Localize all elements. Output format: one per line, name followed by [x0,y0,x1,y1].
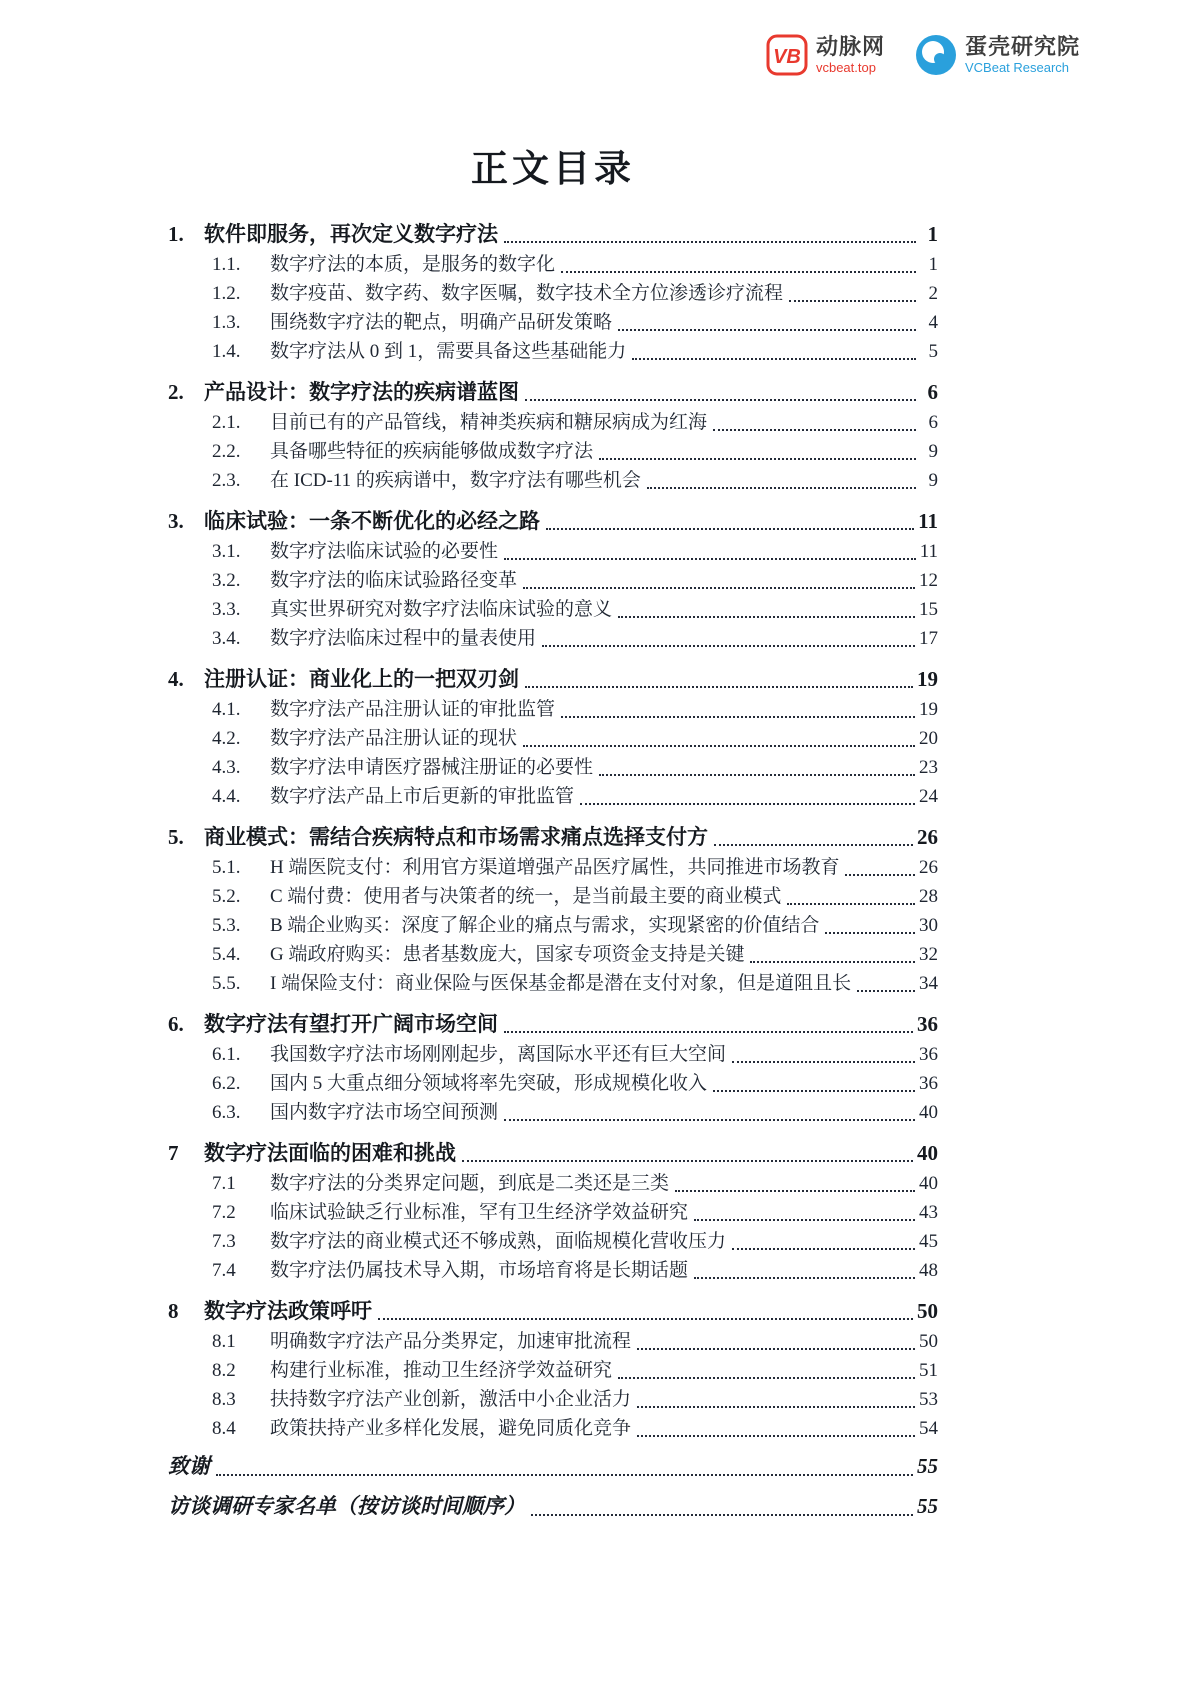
toc-page-number: 34 [919,973,938,994]
dot-leader [546,528,914,530]
toc-entry[interactable] [168,1008,938,1040]
page-title: 正文目录 [471,149,635,190]
dot-leader [523,587,915,589]
dot-leader [504,241,916,243]
toc-entry-number: 7.1 [212,1173,236,1194]
dot-leader [694,1219,915,1221]
toc-entry[interactable] [168,1227,938,1256]
toc-page-number: 54 [919,1418,938,1439]
toc-entry-number: 8.3 [212,1389,236,1410]
toc-entry[interactable] [168,1069,938,1098]
dot-leader [632,358,916,360]
toc-entry-number: 8.2 [212,1360,236,1381]
toc-entry-label: 临床试验：一条不断优化的必经之路 [204,509,540,533]
dot-leader [523,745,915,747]
toc-entry-number: 2.1. [212,412,241,433]
toc-page-number: 5 [928,341,938,362]
toc-page-number: 15 [919,599,938,620]
toc-page-number: 1 [928,254,938,275]
dot-leader [561,271,916,273]
toc-page-number: 36 [919,1044,938,1065]
dot-leader [714,844,913,846]
toc-entry-number: 3.3. [212,599,241,620]
toc-entry[interactable] [168,1137,938,1169]
toc-entry-label: 产品设计：数字疗法的疾病谱蓝图 [204,380,519,404]
toc-entry[interactable] [168,595,938,624]
toc-page-number: 6 [928,412,938,433]
dot-leader [637,1435,915,1437]
toc-entry-label: 围绕数字疗法的靶点，明确产品研发策略 [270,312,613,333]
dot-leader [525,399,916,401]
dot-leader [732,1248,915,1250]
toc-page-number: 48 [919,1260,938,1281]
toc-page-number: 28 [919,886,938,907]
dot-leader [504,558,916,560]
toc-entry-label: 在 ICD-11 的疾病谱中，数字疗法有哪些机会 [270,470,641,491]
toc-page-number: 4 [928,312,938,333]
dot-leader [618,616,915,618]
dot-leader [675,1190,915,1192]
toc-entry[interactable] [168,337,938,366]
toc-page-number: 17 [919,628,938,649]
toc-page [168,138,938,1523]
toc-page-number: 40 [917,1141,938,1165]
toc-page-number: 50 [919,1331,938,1352]
toc-entry-number: 1.1. [212,254,241,275]
dot-leader [542,645,915,647]
toc-entry-number: 8 [168,1299,179,1323]
toc-entry-number: 5.4. [212,944,241,965]
dot-leader [618,329,916,331]
toc-entry-number: 1.4. [212,341,241,362]
vcbeat-logo-icon [766,34,808,76]
dot-leader [637,1348,915,1350]
toc-page-number: 6 [927,380,938,404]
toc-entry-label: 数字疗法产品注册认证的现状 [270,728,518,749]
dot-leader [825,932,915,934]
toc-page-number: 32 [919,944,938,965]
toc-entry-label: C 端付费：使用者与决策者的统一，是当前最主要的商业模式 [270,886,782,907]
toc-entry[interactable] [168,408,938,437]
toc-entry-number: 3. [168,509,184,533]
dot-leader [789,300,916,302]
toc-page-number: 23 [919,757,938,778]
dot-leader [647,487,916,489]
dot-leader [713,1090,915,1092]
toc-entry-number: 7.2 [212,1202,236,1223]
toc-entry[interactable] [168,1489,938,1523]
toc-entry-number: 3.2. [212,570,241,591]
toc-page-number: 45 [919,1231,938,1252]
toc-entry-label: 数字疗法面临的困难和挑战 [204,1141,456,1165]
dot-leader [216,1474,913,1476]
toc-entry[interactable] [168,911,938,940]
toc-page-number: 51 [919,1360,938,1381]
toc-page-number: 55 [917,1454,938,1478]
toc-entry[interactable] [168,663,938,695]
toc-entry-number: 1.3. [212,312,241,333]
header-logos [766,34,1080,76]
toc-entry-number: 5.3. [212,915,241,936]
toc-entry-number: 6.2. [212,1073,241,1094]
toc-entry-label: 数字疗法产品注册认证的审批监管 [270,699,556,720]
toc-page-number: 9 [928,470,938,491]
toc-page-number: 24 [919,786,938,807]
toc-entry-label: 明确数字疗法产品分类界定，加速审批流程 [270,1331,632,1352]
toc-entry-label: 访谈调研专家名单（按访谈时间顺序） [168,1494,525,1518]
toc-entry-number: 7 [168,1141,179,1165]
dot-leader [378,1318,913,1320]
toc-entry-number: 4.1. [212,699,241,720]
toc-page-number: 40 [919,1173,938,1194]
toc-entry[interactable] [168,1385,938,1414]
toc-entry[interactable] [168,505,938,537]
toc-entry[interactable] [168,782,938,811]
toc-entry-label: I 端保险支付：商业保险与医保基金都是潜在支付对象，但是道阻且长 [270,973,852,994]
toc-entry-label: G 端政府购买：患者基数庞大，国家专项资金支持是关键 [270,944,745,965]
dot-leader [845,874,915,876]
vcbeat-research-logo-name: 蛋壳研究院 [964,33,1080,59]
toc-entry[interactable] [168,1449,938,1483]
toc-page-number: 30 [919,915,938,936]
toc-entry-label: 数字疫苗、数字药、数字医嘱，数字技术全方位渗透诊疗流程 [270,283,784,304]
toc-entry-label: 真实世界研究对数字疗法临床试验的意义 [270,599,613,620]
toc-entry-number: 2. [168,380,184,404]
dot-leader [462,1160,913,1162]
toc-entry-number: 6.1. [212,1044,241,1065]
toc-entry-label: 数字疗法的临床试验路径变革 [270,570,518,591]
toc-entry-number: 5.1. [212,857,241,878]
toc-entry-label: 数字疗法申请医疗器械注册证的必要性 [270,757,594,778]
toc-entry-label: 数字疗法政策呼吁 [204,1299,372,1323]
toc-entry[interactable] [168,1256,938,1285]
toc-entry-label: 数字疗法临床试验的必要性 [270,541,499,562]
vcbeat-research-logo-icon [915,34,957,76]
dot-leader [750,961,915,963]
toc-entry-label: 扶持数字疗法产业创新，激活中小企业活力 [270,1389,632,1410]
toc-entry-label: 国内 5 大重点细分领域将率先突破，形成规模化收入 [270,1073,708,1094]
toc-page-number: 40 [919,1102,938,1123]
toc-entry-number: 4.3. [212,757,241,778]
toc-entry-label: 国内数字疗法市场空间预测 [270,1102,499,1123]
toc-entry[interactable] [168,1198,938,1227]
toc-page-number: 53 [919,1389,938,1410]
toc-entry-label: 具备哪些特征的疾病能够做成数字疗法 [270,441,594,462]
vcbeat-logo-name: 动脉网 [815,33,885,59]
vcbeat-research-logo [915,34,1080,76]
toc-entry[interactable] [168,1169,938,1198]
toc-entry-label: 数字疗法产品上市后更新的审批监管 [270,786,575,807]
toc-entry-number: 3.1. [212,541,241,562]
toc-entry-label: 数字疗法有望打开广阔市场空间 [204,1012,498,1036]
vcbeat-logo-sub: vcbeat.top [815,59,876,75]
toc-entry-number: 7.3 [212,1231,236,1252]
toc-page-number: 43 [919,1202,938,1223]
toc-page-number: 2 [928,283,938,304]
toc-entry[interactable] [168,882,938,911]
toc-entry[interactable] [168,466,938,495]
dot-leader [618,1377,915,1379]
toc-entry-number: 2.3. [212,470,241,491]
toc-entry-label: 数字疗法的分类界定问题，到底是二类还是三类 [270,1173,670,1194]
toc-list [168,218,938,1523]
toc-entry[interactable] [168,940,938,969]
toc-entry-label: 数字疗法的商业模式还不够成熟，面临规模化营收压力 [270,1231,727,1252]
toc-entry[interactable] [168,218,938,250]
toc-entry-label: 我国数字疗法市场刚刚起步，离国际水平还有巨大空间 [270,1044,727,1065]
dot-leader [787,903,915,905]
toc-entry-label: 构建行业标准，推动卫生经济学效益研究 [270,1360,613,1381]
toc-page-number: 50 [917,1299,938,1323]
toc-page-number: 9 [928,441,938,462]
dot-leader [694,1277,915,1279]
dot-leader [531,1514,913,1516]
toc-entry-number: 5. [168,825,184,849]
toc-entry[interactable] [168,821,938,853]
toc-page-number: 19 [917,667,938,691]
toc-page-number: 1 [927,222,938,246]
toc-entry-number: 1.2. [212,283,241,304]
toc-entry-label: 数字疗法临床过程中的量表使用 [270,628,537,649]
toc-entry-label: 致谢 [168,1454,210,1478]
toc-entry[interactable] [168,250,938,279]
toc-page-number: 11 [919,541,938,562]
toc-entry[interactable] [168,969,938,998]
toc-entry-label: 软件即服务，再次定义数字疗法 [204,222,498,246]
toc-entry[interactable] [168,624,938,653]
dot-leader [525,686,913,688]
toc-entry-label: 临床试验缺乏行业标准，罕有卫生经济学效益研究 [270,1202,689,1223]
dot-leader [732,1061,915,1063]
toc-page-number: 26 [919,857,938,878]
toc-entry[interactable] [168,537,938,566]
toc-page-number: 20 [919,728,938,749]
toc-entry-label: 目前已有的产品管线，精神类疾病和糖尿病成为红海 [270,412,708,433]
svg-text:VB: VB [773,46,801,68]
toc-entry-label: H 端医院支付：利用官方渠道增强产品医疗属性，共同推进市场教育 [270,857,840,878]
toc-page-number: 36 [917,1012,938,1036]
dot-leader [599,774,915,776]
toc-entry-label: 数字疗法的本质，是服务的数字化 [270,254,556,275]
toc-entry[interactable] [168,279,938,308]
toc-entry-number: 8.4 [212,1418,236,1439]
toc-entry[interactable] [168,1356,938,1385]
toc-page-number: 11 [918,509,938,533]
toc-entry-number: 4.2. [212,728,241,749]
dot-leader [637,1406,915,1408]
vcbeat-research-logo-sub: VCBeat Research [964,59,1070,75]
toc-entry-label: 政策扶持产业多样化发展，避免同质化竞争 [270,1418,632,1439]
toc-entry[interactable] [168,1414,938,1443]
dot-leader [504,1119,915,1121]
toc-entry-number: 5.2. [212,886,241,907]
dot-leader [599,458,916,460]
toc-entry[interactable] [168,1040,938,1069]
toc-page-number: 19 [919,699,938,720]
toc-entry[interactable] [168,1327,938,1356]
toc-page-number: 36 [919,1073,938,1094]
dot-leader [713,429,916,431]
dot-leader [857,990,915,992]
toc-entry-number: 6. [168,1012,184,1036]
toc-entry-label: 数字疗法从 0 到 1，需要具备这些基础能力 [270,341,627,362]
dot-leader [580,803,915,805]
toc-entry-label: B 端企业购买：深度了解企业的痛点与需求，实现紧密的价值结合 [270,915,820,936]
toc-entry[interactable] [168,308,938,337]
toc-entry-number: 8.1 [212,1331,236,1352]
toc-entry-label: 注册认证：商业化上的一把双刃剑 [204,667,519,691]
toc-entry[interactable] [168,566,938,595]
toc-entry[interactable] [168,1295,938,1327]
toc-entry-number: 6.3. [212,1102,241,1123]
dot-leader [504,1031,913,1033]
toc-page-number: 26 [917,825,938,849]
toc-entry[interactable] [168,853,938,882]
toc-page-number: 55 [917,1494,938,1518]
toc-entry[interactable] [168,437,938,466]
toc-entry-number: 3.4. [212,628,241,649]
toc-entry[interactable] [168,753,938,782]
toc-entry[interactable] [168,695,938,724]
toc-entry-number: 4.4. [212,786,241,807]
toc-entry[interactable] [168,1098,938,1127]
toc-entry[interactable] [168,376,938,408]
toc-entry-number: 5.5. [212,973,241,994]
toc-entry-label: 商业模式：需结合疾病特点和市场需求痛点选择支付方 [204,825,708,849]
toc-entry-label: 数字疗法仍属技术导入期，市场培育将是长期话题 [270,1260,689,1281]
toc-page-number: 12 [919,570,938,591]
toc-entry-number: 4. [168,667,184,691]
toc-entry-number: 7.4 [212,1260,236,1281]
vcbeat-logo [766,34,885,76]
toc-entry-number: 1. [168,222,184,246]
toc-entry[interactable] [168,724,938,753]
dot-leader [561,716,915,718]
toc-entry-number: 2.2. [212,441,241,462]
